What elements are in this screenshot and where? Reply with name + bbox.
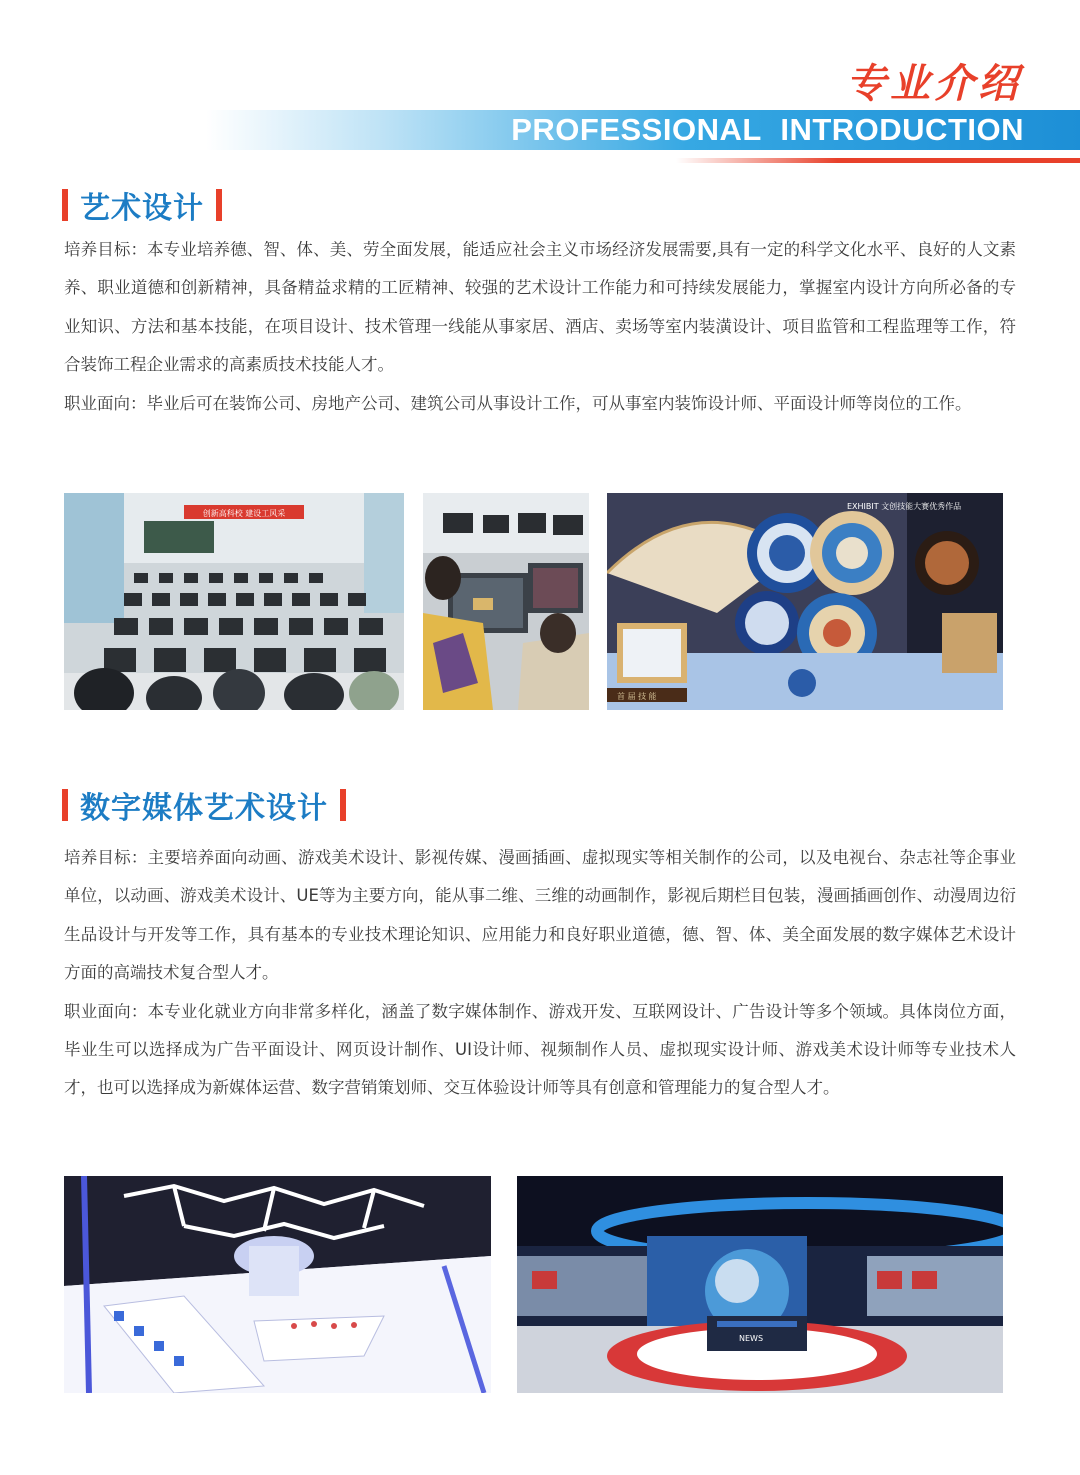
studio-desk-label: NEWS: [739, 1334, 764, 1343]
photo-computer-lab: [64, 493, 404, 710]
title-bar-left: [62, 189, 68, 221]
section-title-art-design: [62, 185, 222, 225]
section-body-art-design: [64, 231, 1016, 423]
section-body-digital-media: [64, 839, 1016, 1108]
title-bar-right: [340, 789, 346, 821]
header-title-cn: 专业介绍: [846, 61, 1022, 107]
section-title-text: 艺术设计: [80, 191, 204, 226]
paragraph-goal: 培养目标：本专业培养德、智、体、美、劳全面发展，能适应社会主义市场经济发展需要,具有一定的科学文化水平、良好的人文素养、职业道德和创新精神，具备精益求精的工匠精神、较强的艺术设计工作能力和可持续发展能力，掌握室内设计方向所必备的专业知识、方法和基本技能，在项目设计、技术管理一线能从事家居、酒店、卖场等室内装潢设计、项目监管和工程监理等工作，符合装饰工程企业需求的高素质技术技能人才。: [64, 240, 1016, 375]
lab-banner-text: 创新高科校 建设工风采: [202, 509, 286, 518]
exhibit-label: EXHIBIT 文创技能大赛优秀作品: [847, 502, 962, 511]
photo-students-modeling: [423, 493, 589, 710]
header-title-en: PROFESSIONAL INTRODUCTION: [511, 112, 1024, 147]
section-title-digital-media: [62, 785, 346, 825]
title-bar-right: [216, 189, 222, 221]
title-bar-left: [62, 789, 68, 821]
header-red-line: [676, 158, 1080, 163]
paragraph-career: 职业面向：毕业后可在装饰公司、房地产公司、建筑公司从事设计工作，可从事室内装饰设计师、平面设计师等岗位的工作。: [64, 393, 972, 413]
photo-creative-exhibit: [607, 493, 1003, 710]
section-title-text: 数字媒体艺术设计: [80, 791, 328, 826]
photo-virtual-studio: [517, 1176, 1003, 1393]
photo-digital-lab-render: [64, 1176, 491, 1393]
paragraph-career: 职业面向：本专业化就业方向非常多样化，涵盖了数字媒体制作、游戏开发、互联网设计、广告设计等多个领域。具体岗位方面，毕业生可以选择成为广告平面设计、网页设计制作、UI设计师、视频制作人员、虚拟现实设计师、游戏美术设计师等专业技术人才，也可以选择成为新媒体运营、数字营销策划师、交互体验设计师等具有创意和管理能力的复合型人才。: [64, 1001, 1016, 1098]
paragraph-goal: 培养目标：主要培养面向动画、游戏美术设计、影视传媒、漫画插画、虚拟现实等相关制作的公司，以及电视台、杂志社等企事业单位，以动画、游戏美术设计、UE等为主要方向，能从事二维、三维的动画制作，影视后期栏目包装，漫画插画创作、动漫周边衍生品设计与开发等工作，具有基本的专业技术理论知识、应用能力和良好职业道德，德、智、体、美全面发展的数字媒体艺术设计方面的高端技术复合型人才。: [64, 848, 1016, 983]
frame-label: 首 届 技 能: [617, 692, 657, 701]
